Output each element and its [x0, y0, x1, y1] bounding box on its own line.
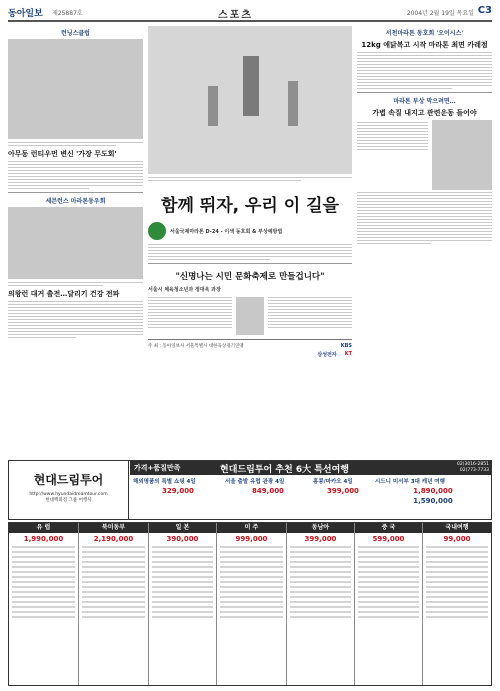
newspaper-name: 동아일보: [8, 9, 43, 19]
classified-col-6: 중 국 599,000: [355, 523, 423, 685]
divider: [8, 192, 143, 193]
left-kicker-2: 세븐런스 마라톤동우회: [45, 198, 106, 205]
divider: [148, 263, 352, 264]
classified-col-7: 국내여행 99,000: [423, 523, 491, 685]
photo-caption-1: [8, 142, 143, 146]
divider: [357, 92, 492, 93]
interview-headline: "신명나는 시민 문화축제로 만들겁니다": [175, 272, 325, 282]
sponsor-logo-kt: KT: [344, 351, 352, 357]
interviewee-portrait: [236, 297, 264, 335]
classified-col-1: 유 럽 1,990,000: [9, 523, 79, 685]
left-headline-1: 아무동 런티우먼 변신 '가장 무도회': [8, 150, 117, 158]
ad-group: 현대백화점 그룹 여행사: [45, 498, 92, 503]
interview-subhead: 서울시 체육청소년과 정대욱 과장: [148, 287, 221, 293]
issue-date: 2004년 2월 19일 목요일: [406, 10, 474, 17]
interview-article-col1: [148, 295, 232, 335]
right-column: [357, 26, 492, 456]
group-photo-1: [8, 39, 143, 139]
photo-caption-2: [8, 282, 143, 286]
sponsor-logo-samsung: 삼성전자: [317, 352, 337, 358]
sponsor-bar: [148, 339, 352, 349]
right-kicker-2: 마라톤 부상 막으려면…: [393, 98, 456, 105]
left-article-1: [8, 161, 143, 189]
sponsor-label: 주 최 : 동아일보사 서울특별시 대한육상경기연맹: [148, 344, 244, 349]
right-headline-2: 가볍 속질 내지고 관련운동 들어야: [372, 109, 477, 117]
right-article-3: [357, 192, 492, 244]
promo-5-price: 1,590,000: [413, 497, 453, 505]
classified-col-2: 북미동부 2,190,000: [79, 523, 149, 685]
right-kicker: 서천마라톤 동호회 '오이시스': [385, 30, 464, 37]
travel-ad-banner: [8, 460, 492, 520]
interview-article-col2: [268, 295, 352, 335]
lead-paragraph: [148, 244, 352, 260]
center-column: [148, 26, 352, 456]
ad-url: http://www.hyundaidreamtour.com: [29, 492, 108, 497]
exercise-photo: [432, 120, 492, 190]
section-title: 스포츠: [218, 10, 253, 21]
main-headline: 함께 뛰자, 우리 이 길을: [161, 196, 339, 216]
promo-3-title: 홍콩/마카오 4일: [313, 479, 353, 485]
promo-1-price: 329,000: [162, 487, 194, 495]
marathon-logo-icon: [148, 222, 166, 240]
masthead: [8, 4, 492, 22]
right-headline-1: 12kg 애닭복고 시작 마라톤 최면 카레점: [361, 41, 488, 49]
right-article-2: [357, 120, 428, 190]
ad-banner-title: 현대드림투어 추천 6大 특선여행: [220, 465, 349, 475]
classified-col-4: 미 주 999,000: [217, 523, 287, 685]
left-headline-2: 의왕런 대거 출전…달리기 건강 전파: [8, 290, 120, 298]
series-label: 서울국제마라톤 D-24 - 이색 동호회 & 부상예방법: [170, 228, 283, 235]
promo-2-title: 서울 출발 유럽 관광 4일: [225, 479, 285, 485]
promo-4-price: 1,890,000: [413, 487, 453, 495]
promo-1-title: 해외명품의 특별 쇼핑 4일: [133, 479, 196, 485]
ad-banner-left: 가격+품질만족: [134, 464, 181, 472]
issue-number: 제25887호: [52, 10, 83, 17]
promo-2-price: 849,000: [252, 487, 284, 495]
marathon-photo: [148, 26, 352, 174]
left-article-2: [8, 301, 143, 338]
page-number: C3: [477, 5, 492, 16]
ad-tel-1: 02)3016-2851: [456, 462, 489, 467]
group-photo-2: [8, 207, 143, 279]
photo-caption-main: [148, 177, 352, 181]
right-article-1: [357, 52, 492, 89]
promo-4-title: 시드니 미서부 3대 캐년 여행: [375, 479, 445, 485]
classified-col-5: 동남아 399,000: [287, 523, 355, 685]
ad-tel-2: 02)773-7733: [459, 468, 489, 473]
ad-company-name: 현대드림투어: [33, 473, 104, 487]
left-kicker-1: 런닝스클럽: [61, 30, 90, 37]
promo-3-price: 399,000: [327, 487, 359, 495]
sponsor-logo-kbs: KBS: [340, 343, 352, 349]
travel-classifieds: [8, 522, 492, 686]
classified-col-3: 일 본 390,000: [149, 523, 217, 685]
left-column: [8, 26, 143, 456]
